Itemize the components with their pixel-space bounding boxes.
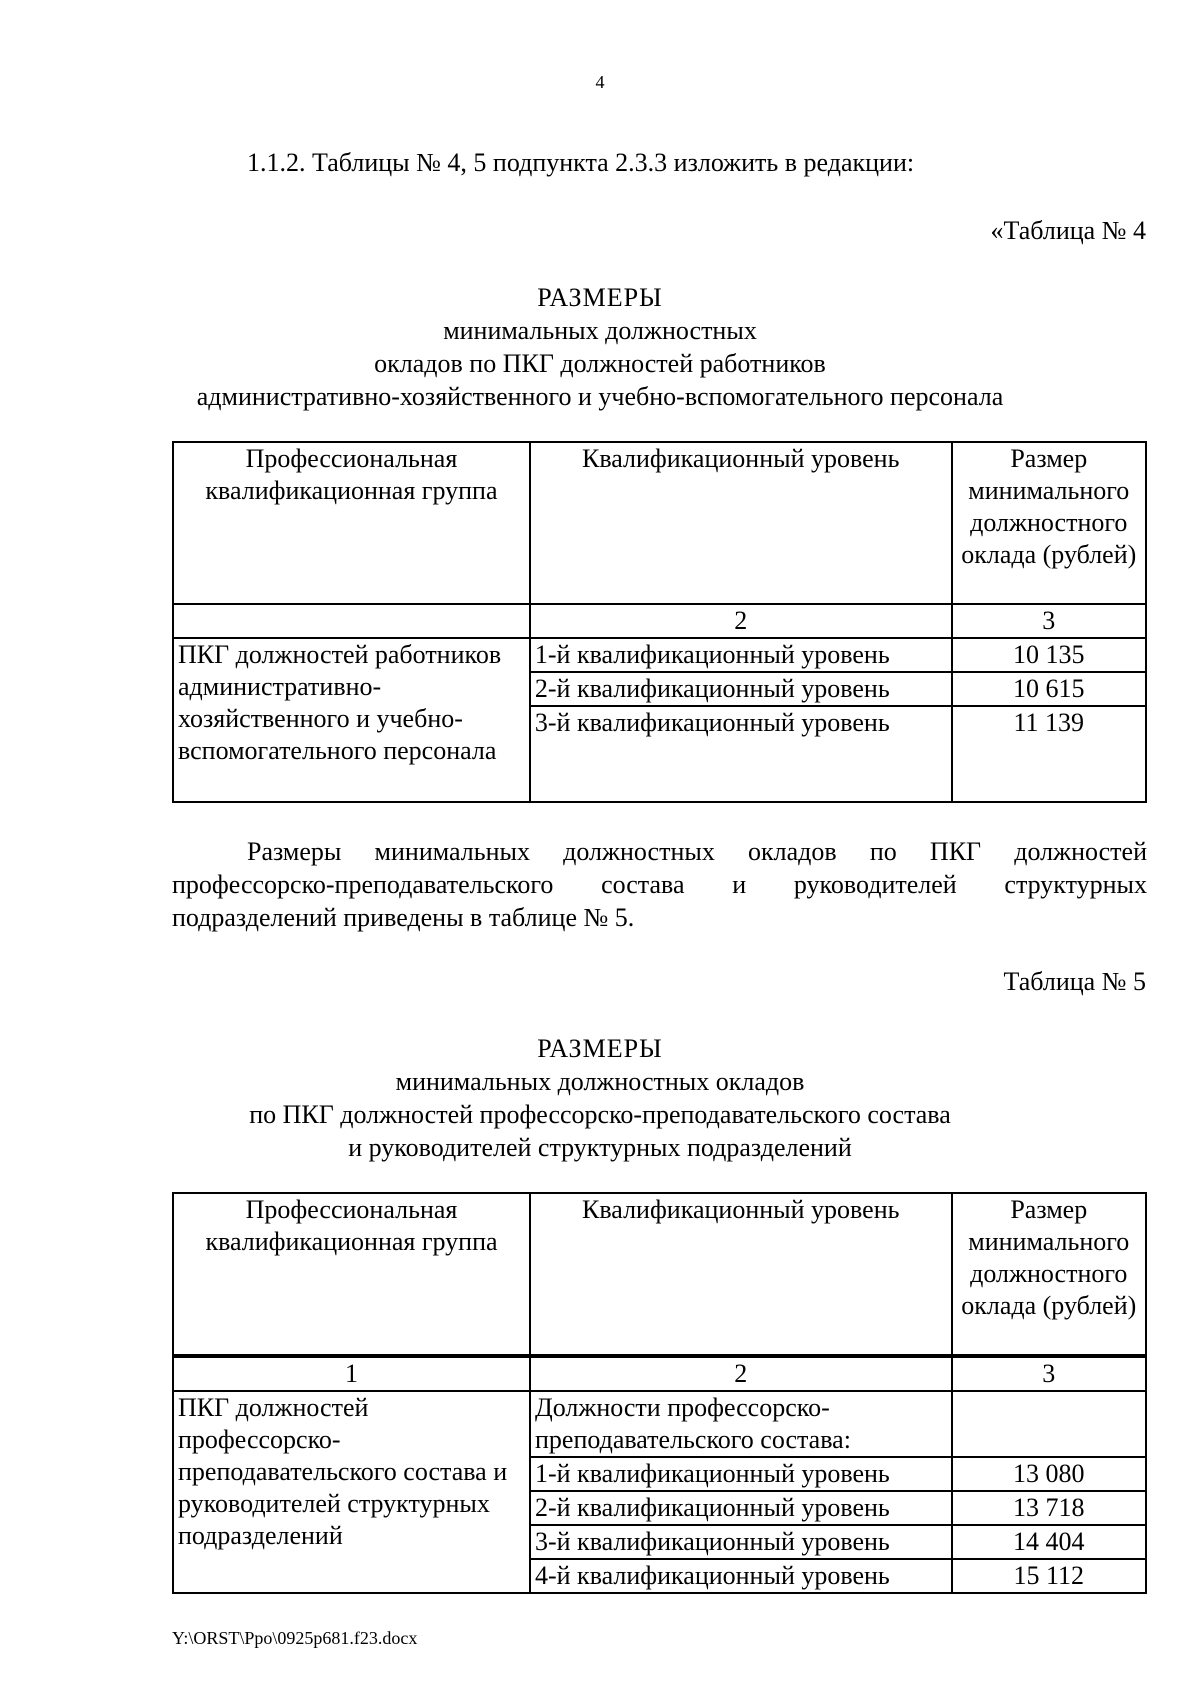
table5-salary-cell: 14 404 <box>952 1525 1146 1559</box>
table-row <box>173 638 1146 672</box>
table4-header-salary: Размер минимального должностного оклада (рублей) <box>952 442 1146 604</box>
table5-salary-cell: 15 112 <box>952 1559 1146 1593</box>
table5-subtitle-line: минимальных должностных окладов <box>395 1067 805 1096</box>
table5-header-row <box>173 1193 1146 1356</box>
table5-salary-cell: 13 718 <box>952 1491 1146 1525</box>
table4-level-cell: 3-й квалификационный уровень <box>530 706 952 802</box>
table4 <box>172 441 1147 803</box>
table4-level-cell: 1-й квалификационный уровень <box>530 638 952 672</box>
table5-number-cell: 1 <box>173 1356 530 1391</box>
table5-number-cell: 3 <box>952 1356 1146 1391</box>
body-paragraph-text: Размеры минимальных должностных окладов по ПКГ должностей профессорско-преподавательского состава и руководителей структурных подразделений приведены в таблице № 5. <box>172 837 1147 932</box>
table4-number-row <box>173 604 1146 638</box>
table4-header-row <box>173 442 1146 604</box>
table4-salary-cell: 11 139 <box>952 706 1146 802</box>
page-number: 4 <box>595 72 605 92</box>
table5-header-salary: Размер минимального должностного оклада (рублей) <box>952 1193 1146 1356</box>
table4-header-level: Квалификационный уровень <box>530 442 952 604</box>
table5-number-row <box>173 1356 1146 1391</box>
table5-subtitle-line: по ПКГ должностей профессорско-преподавательского состава <box>249 1100 951 1129</box>
table5-header-level: Квалификационный уровень <box>530 1193 952 1356</box>
table5-subheader-cell: Должности профессорско-преподавательского состава: <box>530 1391 952 1457</box>
table5-caption: Таблица № 5 <box>1003 967 1146 996</box>
table5-number-cell: 2 <box>530 1356 952 1391</box>
table5-empty-cell <box>952 1391 1146 1457</box>
table4-salary-cell: 10 135 <box>952 638 1146 672</box>
table-row <box>173 1391 1146 1457</box>
table4-salary-cell: 10 615 <box>952 672 1146 706</box>
table4-title: РАЗМЕРЫ <box>537 283 663 312</box>
body-paragraph <box>172 835 1147 934</box>
table4-number-cell: 3 <box>952 604 1146 638</box>
table4-subtitle-line: минимальных должностных <box>443 316 757 345</box>
table4-number-cell <box>173 604 530 638</box>
table4-number-cell: 2 <box>530 604 952 638</box>
table4-subtitle-line: административно-хозяйственного и учебно-вспомогательного персонала <box>196 382 1004 411</box>
footer-file-path: Y:\ORST\Ppo\0925p681.f23.docx <box>172 1628 418 1648</box>
table5-subtitle-line: и руководителей структурных подразделений <box>348 1133 852 1162</box>
table5-level-cell: 4-й квалификационный уровень <box>530 1559 952 1593</box>
table5-header-group: Профессиональная квалификационная группа <box>173 1193 530 1356</box>
table5-salary-cell: 13 080 <box>952 1457 1146 1491</box>
table5-level-cell: 2-й квалификационный уровень <box>530 1491 952 1525</box>
table5-level-cell: 3-й квалификационный уровень <box>530 1525 952 1559</box>
table4-group-cell: ПКГ должностей работников административно-хозяйственного и учебно-вспомогательного персонала <box>173 638 530 802</box>
intro-text: 1.1.2. Таблицы № 4, 5 подпункта 2.3.3 изложить в редакции: <box>247 148 915 177</box>
table4-subtitle-line: окладов по ПКГ должностей работников <box>374 349 826 378</box>
table4-level-cell: 2-й квалификационный уровень <box>530 672 952 706</box>
table5-level-cell: 1-й квалификационный уровень <box>530 1457 952 1491</box>
table4-caption: «Таблица № 4 <box>990 216 1146 245</box>
table4-title-block <box>0 281 1200 413</box>
table5 <box>172 1192 1147 1594</box>
table5-title-block <box>0 1032 1200 1164</box>
table5-group-cell: ПКГ должностей профессорско-преподавательского состава и руководителей структурных подразделений <box>173 1391 530 1593</box>
table5-title: РАЗМЕРЫ <box>537 1034 663 1063</box>
table4-header-group: Профессиональная квалификационная группа <box>173 442 530 604</box>
